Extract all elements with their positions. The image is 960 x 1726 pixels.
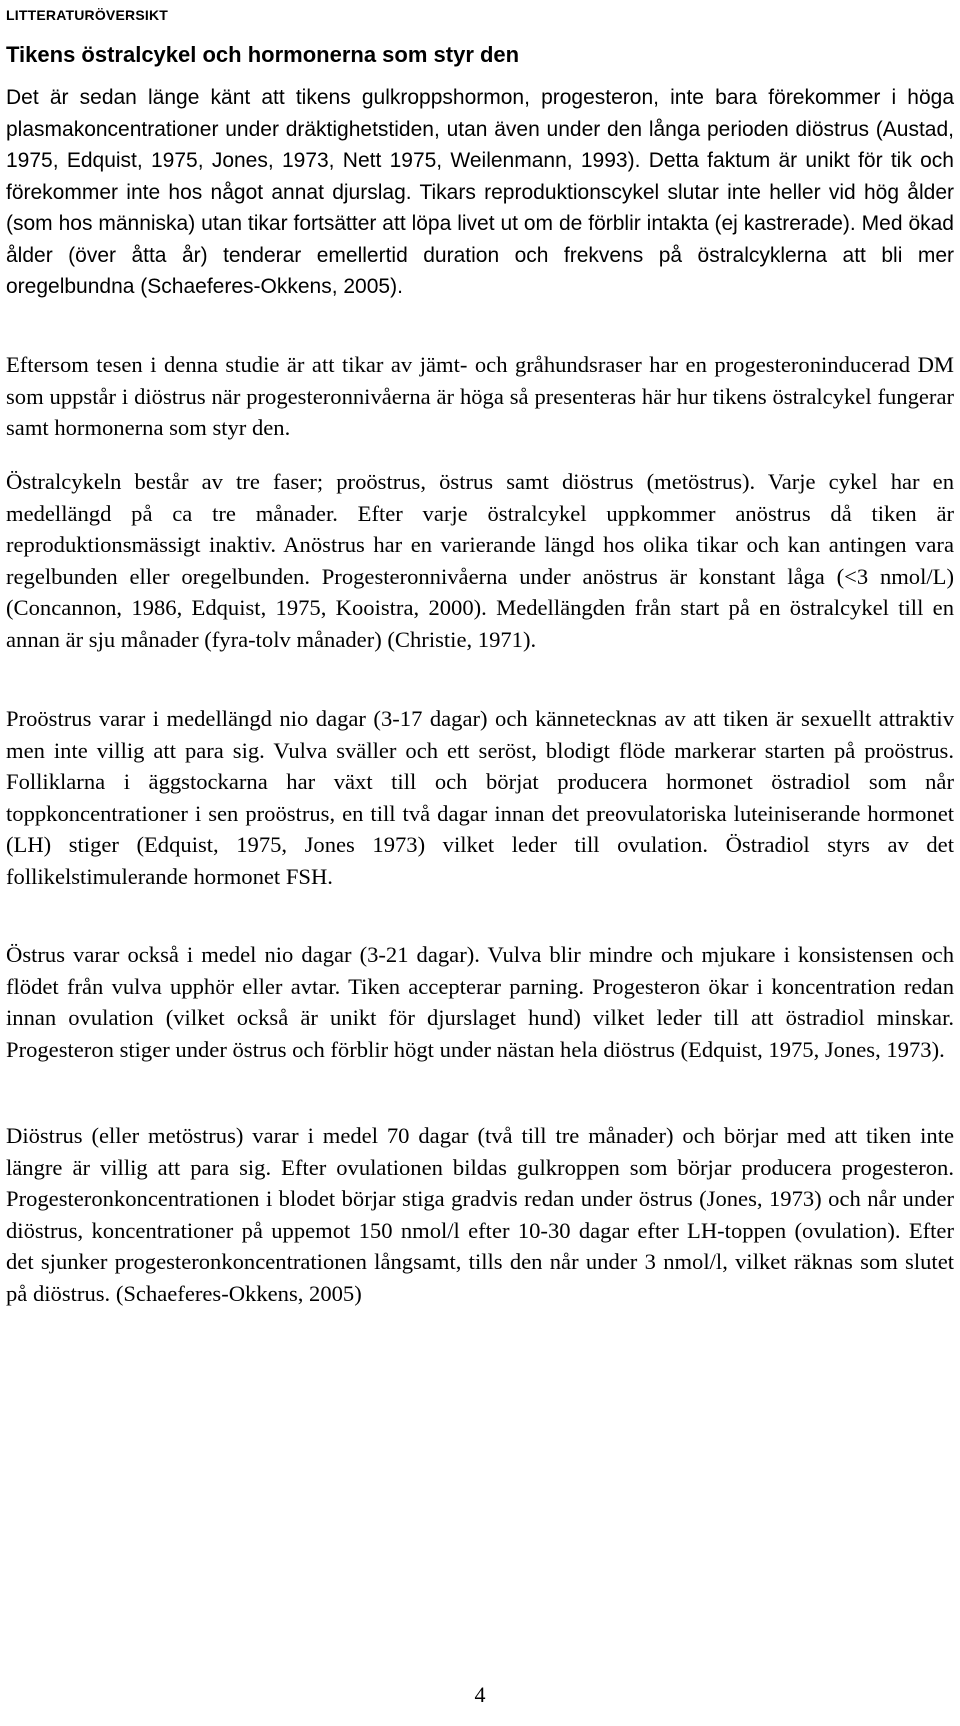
paragraph-estrus: Östrus varar också i medel nio dagar (3-21 dagar). Vulva blir mindre och mjukare i konsistensen och flödet från vulva upphör eller avtar. Tiken accepterar parning. Progesteron ökar i koncentration redan innan ovulation (vilket också är unikt för djurslaget hund) vilket leder till att östradiol minskar. Progesteron stiger under östrus och förblir högt under nästan hela diöstrus (Edquist, 1975, Jones, 1973). xyxy=(6,942,954,1062)
page-number: 4 xyxy=(474,1682,486,1707)
paragraph-proestrus: Proöstrus varar i medellängd nio dagar (3-17 dagar) och kännetecknas av att tiken är sexuellt attraktiv men inte villig att para sig. Vulva sväller och ett seröst, blodigt flöde markerar starten på proöstrus. Folliklarna i äggstockarna har växt till och börjat producera hormonet östradiol som når toppkoncentrationer i sen proöstrus, en till två dagar innan det preovulatoriska luteiniserande hormonet (LH) stiger (Edquist, 1975, Jones 1973) vilket leder till ovulation. Östradiol styrs av det follikelstimulerande hormonet FSH. xyxy=(6,706,954,889)
sub-heading: Tikens östralcykel och hormonerna som styr den xyxy=(6,42,520,67)
section-heading: litteraturöversikt xyxy=(6,3,169,25)
paragraph-intro: Det är sedan länge känt att tikens gulkroppshormon, progesteron, inte bara förekommer i höga plasmakoncentrationer under dräktighetstiden, utan även under den långa perioden diöstrus (Austad, 1975, Edquist, 1975, Jones, 1973, Nett 1975, Weilenmann, 1993). Detta faktum är unikt för tik och förekommer inte hos något annat djurslag. Tikars reproduktionscykel slutar inte heller vid hög ålder (som hos människa) utan tikar fortsätter att löpa livet ut om de förblir intakta (ej kastrerade). Med ökad ålder (över åtta år) tenderar emellertid duration och frekvens på östralcyklerna att bli mer oregelbundna (Schaeferes-Okkens, 2005). xyxy=(6,86,954,298)
paragraph-diestrus: Diöstrus (eller metöstrus) varar i medel 70 dagar (två till tre månader) och börjar med att tiken inte längre är villig att para sig. Efter ovulationen bildas gulkroppen som börjar producera progesteron. Progesteronkoncentrationen i blodet börjar stiga gradvis redan under östrus (Jones, 1973) och når under diöstrus, koncentrationer på uppemot 150 nmol/l efter 10-30 dagar efter LH-toppen (ovulation). Efter det sjunker progesteronkoncentrationen långsamt, tills den når under 3 nmol/l, vilket räknas som slutet på diöstrus. (Schaeferes-Okkens, 2005) xyxy=(6,1123,954,1306)
paragraph-thesis: Eftersom tesen i denna studie är att tikar av jämt- och gråhundsraser har en progesteroninducerad DM som uppstår i diöstrus när progesteronnivåerna är höga så presenteras här hur tikens östralcykel fungerar samt hormonerna som styr den. xyxy=(6,352,954,440)
paragraph-estrous-cycle: Östralcykeln består av tre faser; proöstrus, östrus samt diöstrus (metöstrus). Varje cykel har en medellängd på ca tre månader. Efter varje östralcykel uppkommer anöstrus då tiken är reproduktionsmässigt inaktiv. Anöstrus har en varierande längd hos olika tikar och kan antingen vara regelbunden eller oregelbunden. Progesteronnivåerna under anöstrus är konstant låga (<3 nmol/L) (Concannon, 1986, Edquist, 1975, Kooistra, 2000). Medellängden från start på en östralcykel till en annan är sju månader (fyra-tolv månader) (Christie, 1971). xyxy=(6,469,954,652)
